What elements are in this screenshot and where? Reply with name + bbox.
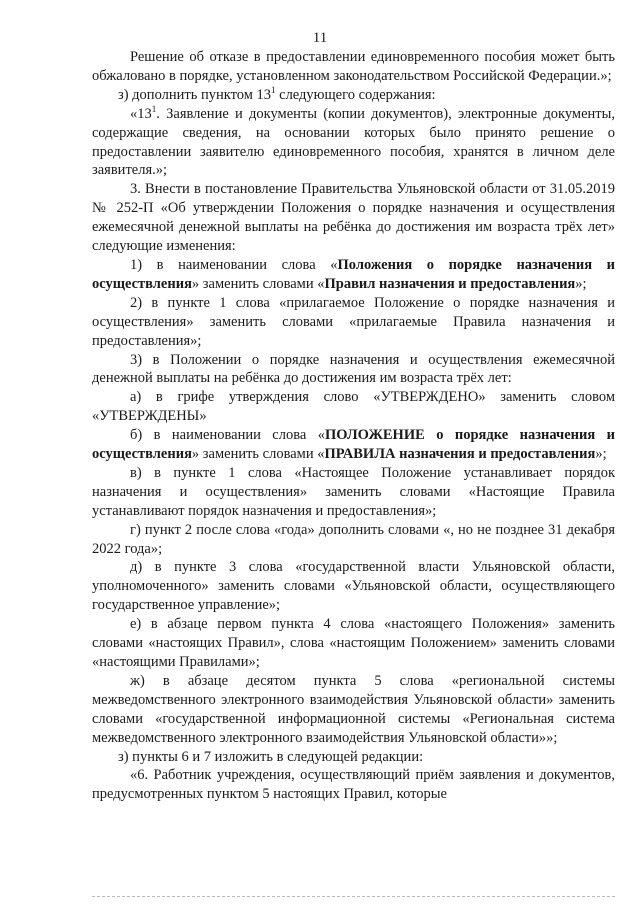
paragraph bbox=[92, 426, 615, 464]
superscript: 1 bbox=[271, 84, 276, 95]
text-run: » заменить словами « bbox=[191, 275, 325, 292]
paragraph: 2) в пункте 1 слова «прилагаемое Положение о порядке назначения и осуществления» заменить словами «прилагаемые Правила назначения и предоставления»; bbox=[92, 294, 615, 349]
text-run: . Заявление и документы (копии документов), электронные документы, содержащие сведения, на основании которых было принято решение о предоставлении заявителю единовременного пособия, хранятся в личном деле заявителя.»; bbox=[92, 105, 615, 179]
text-run: 1) в наименовании слова « bbox=[130, 256, 338, 273]
paragraph: Решение об отказе в предоставлении единовременного пособия может быть обжаловано в порядке, установленном законодательством Российской Федерации.»; bbox=[92, 49, 615, 84]
paragraph: «6. Работник учреждения, осуществляющий приём заявления и документов, предусмотренных пунктом 5 настоящих Правил, которые bbox=[92, 767, 615, 803]
paragraph: г) пункт 2 после слова «года» дополнить словами «, но не позднее 31 декабря 2022 года»; bbox=[92, 521, 615, 557]
paragraph bbox=[92, 86, 615, 105]
text-run: следующего содержания: bbox=[275, 86, 436, 103]
paragraph: 3. Внести в постановление Правительства Ульяновской области от 31.05.2019 № 252-П «Об утверждении Положения о порядке назначения и осуществления ежемесячной денежной выплаты на ребёнка до достижения им возраста трёх лет» следующие изменения: bbox=[92, 181, 615, 255]
text-run: »; bbox=[595, 446, 607, 463]
paragraph: е) в абзаце первом пункта 4 слова «настоящего Положения» заменить словами «настоящих Правил», слова «настоящим Положением» заменить словами «настоящими Правилами»; bbox=[92, 616, 615, 670]
paragraph: а) в грифе утверждения слово «УТВЕРЖДЕНО» заменить словом «УТВЕРЖДЕНЫ» bbox=[92, 389, 615, 425]
text-run: »; bbox=[575, 275, 587, 292]
paragraph bbox=[92, 105, 615, 181]
text-run: » заменить словами « bbox=[191, 446, 325, 463]
superscript: 1 bbox=[151, 103, 157, 114]
scan-edge-divider bbox=[92, 896, 615, 897]
paragraph: 3) в Положении о порядке назначения и осуществления ежемесячной денежной выплаты на ребёнка до достижения им возраста трёх лет: bbox=[92, 351, 615, 387]
page-number: 11 bbox=[312, 30, 328, 46]
document-body bbox=[92, 48, 615, 804]
paragraph: ж) в абзаце десятом пункта 5 слова «региональной системы межведомственного электронного взаимодействия Ульяновской области» заменить словами «государственной информационной системы «Региональная система межведомственного электронного взаимодействия Ульяновской области»»; bbox=[92, 672, 615, 746]
bold-text: ПОЛОЖЕНИЕ о порядке назначения и осуществления bbox=[92, 427, 615, 463]
bold-text: ПРАВИЛА назначения и предоставления bbox=[324, 446, 596, 463]
bold-text: Положения о порядке назначения и осуществления bbox=[92, 256, 615, 292]
paragraph: д) в пункте 3 слова «государственной власти Ульяновской области, уполномоченного» заменить словами «Ульяновской области, осуществляющего государственное управление»; bbox=[92, 559, 615, 614]
text-run: б) в наименовании слова « bbox=[130, 427, 325, 444]
text-run: з) дополнить пунктом 13 bbox=[118, 86, 272, 103]
text-run: «13 bbox=[130, 105, 152, 122]
bold-text: Правил назначения и предоставления bbox=[324, 275, 576, 292]
paragraph: з) пункты 6 и 7 изложить в следующей редакции: bbox=[118, 748, 424, 765]
paragraph: в) в пункте 1 слова «Настоящее Положение устанавливает порядок назначения и осуществления» заменить словами «Настоящие Правила устанавливают порядок назначения и предоставления»; bbox=[92, 464, 615, 519]
paragraph bbox=[92, 256, 615, 294]
